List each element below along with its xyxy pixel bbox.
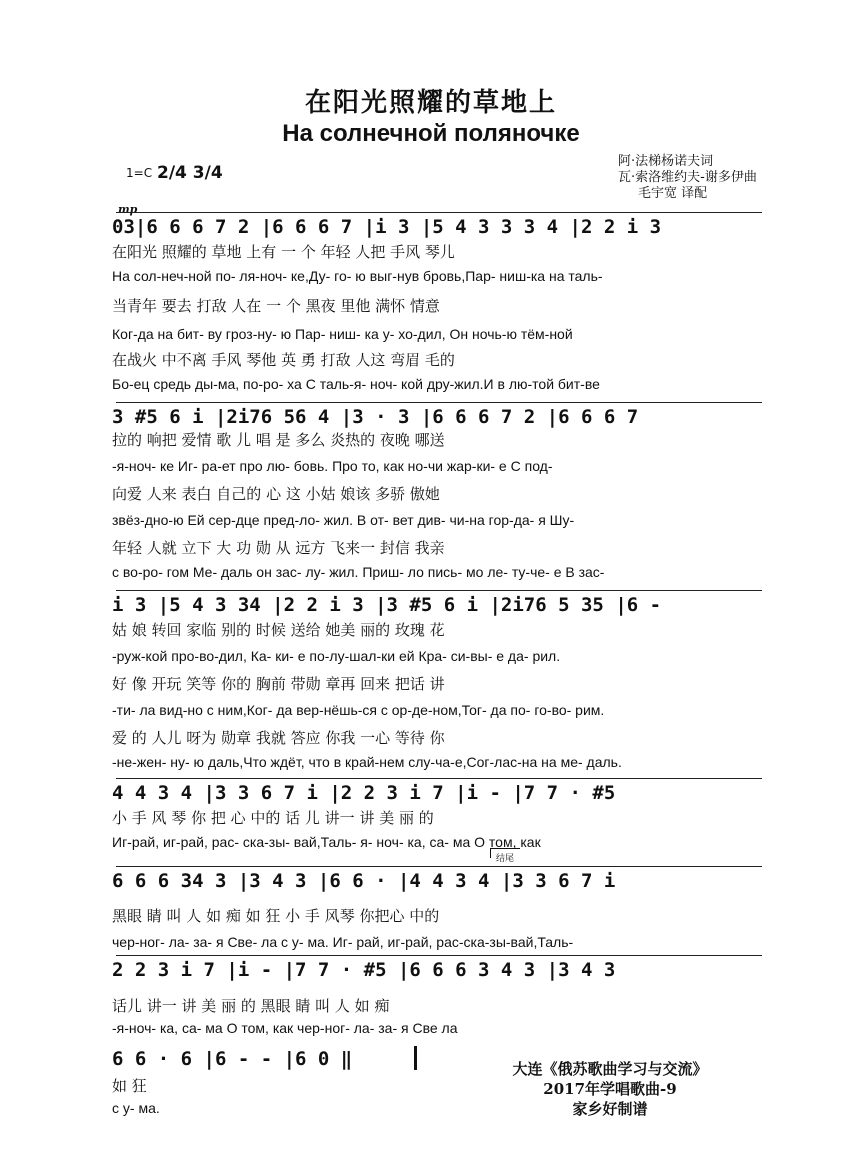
lyric-line: 黑眼 睛 叫 人 如 痴 如 狂 小 手 风琴 你把心 中的: [112, 907, 440, 925]
lyric-line: чер-ног- ла- за- я Све- ла с у- ма. Иг- рай, иг-рай, рас-ска-зы-вай,Таль-: [112, 934, 574, 950]
composer-credit: 瓦·索洛维约夫-谢多伊曲: [618, 170, 757, 185]
lyric-line: 如 狂: [112, 1077, 147, 1095]
notation-row-5: 6 6 6 34 3 |3 4 3 |6 6 · |4 4 3 4 |3 3 6 7 i: [112, 870, 616, 892]
lyric-line: 年轻 人就 立下 大 功 勋 从 远方 飞来一 封信 我亲: [112, 539, 445, 557]
footer-year: 2017年学唱歌曲-9: [543, 1080, 677, 1098]
lyric-line: с во-ро- гом Ме- даль он зас- лу- жил. Приш- ло пись- мо ле- ту-че- е В зас-: [112, 564, 605, 580]
lyric-line: 当青年 要去 打敌 人在 一 个 黑夜 里他 满怀 情意: [112, 297, 440, 315]
lyric-line: -ти- ла вид-но с ним,Ког- да вер-нёшь-ся с ор-де-ном,Тог- да по- го-во- рим.: [112, 702, 605, 718]
lyric-line: 拉的 响把 爱情 歌 儿 唱 是 多么 炎热的 夜晚 哪送: [112, 431, 445, 449]
notation-row-6: 2 2 3 i 7 |i - |7 7 · #5 |6 6 6 3 4 3 |3 4 3: [112, 959, 616, 981]
lyric-line: Ког-да на бит- ву гроз-ну- ю Пар- ниш- ка у- хо-дил, Он ночь-ю тём-ной: [112, 326, 573, 342]
footer-source: 大连《俄苏歌曲学习与交流》: [512, 1060, 708, 1078]
lyricist-credit: 阿·法梯杨诺夫词: [618, 154, 714, 169]
notation-row-7: 6 6 · 6 |6 - - |6 0 ‖: [112, 1048, 353, 1070]
key-signature: 1=C: [126, 166, 153, 180]
lyric-line: Бо-ец средь ды-ма, по-ро- ха С таль-я- ноч- кой дру-жил.И в лю-той бит-ве: [112, 376, 600, 392]
lyric-line: 好 像 开玩 笑等 你的 胸前 带勋 章再 回来 把话 讲: [112, 675, 445, 693]
song-title-russian: На солнечной поляночке: [282, 120, 580, 147]
final-barline: [414, 1046, 417, 1070]
translator-credit: 毛宇宽 译配: [638, 186, 708, 201]
footer-maker: 家乡好制谱: [572, 1100, 648, 1118]
lyric-line: 在战火 中不离 手风 琴他 英 勇 打敌 人这 弯眉 毛的: [112, 351, 455, 369]
ending-bracket-stem: [490, 848, 491, 858]
time-signature: 2/4 3/4: [157, 163, 223, 183]
notation-row-1: 03|6 6 6 7 2 |6 6 6 7 |i 3 |5 4 3 3 3 4 |2 2 i 3: [112, 216, 662, 238]
lyric-line: с у- ма.: [112, 1100, 160, 1116]
lyric-line: -я-ноч- ке Иг- ра-ет про лю- бовь. Про то, как но-чи жар-ки- е С под-: [112, 458, 553, 474]
notation-row-4: 4 4 3 4 |3 3 6 7 i |2 2 3 i 7 |i - |7 7 · #5: [112, 782, 616, 804]
lyric-line: -я-ноч- ка, са- ма О том, как чер-ног- ла- за- я Све ла: [112, 1020, 458, 1036]
lyric-line: 姑 娘 转回 家临 别的 时候 送给 她美 丽的 玫瑰 花: [112, 621, 445, 639]
lyric-line: -руж-кой про-во-дил, Ка- ки- е по-лу-шал-ки ей Кра- си-вы- е да- рил.: [112, 648, 561, 664]
lyric-line: 在阳光 照耀的 草地 上有 一 个 年轻 人把 手风 琴儿: [112, 243, 455, 261]
notation-row-2: 3 #5 6 i |2i76 56 4 |3 · 3 |6 6 6 7 2 |6 6 6 7: [112, 406, 639, 428]
lyric-line: На сол-неч-ной по- ля-ноч- ке,Ду- го- ю выг-нув бровь,Пар- ниш-ка на таль-: [112, 268, 603, 284]
dynamic-marking: mp: [118, 203, 138, 216]
ending-mark: 结尾: [496, 854, 515, 864]
notation-row-3: i 3 |5 4 3 34 |2 2 i 3 |3 #5 6 i |2i76 5 35 |6 -: [112, 594, 662, 616]
lyric-line: Иг-рай, иг-рай, рас- ска-зы- вай,Таль- я- ноч- ка, са- ма О том, как: [112, 834, 541, 850]
lyric-line: 话儿 讲一 讲 美 丽 的 黑眼 睛 叫 人 如 痴: [112, 997, 390, 1015]
lyric-line: звёз-дно-ю Ей сер-дце пред-ло- жил. В от- вет див- чи-на гор-да- я Шу-: [112, 512, 575, 528]
lyric-line: 向爱 人来 表白 自己的 心 这 小姑 娘该 多骄 傲她: [112, 485, 440, 503]
lyric-line: -не-жен- ну- ю даль,Что ждёт, что в край-нем слу-ча-е,Сог-лас-на на ме- даль.: [112, 754, 622, 770]
ending-bracket: [490, 848, 520, 849]
song-title-chinese: 在阳光照耀的草地上: [304, 88, 557, 118]
lyric-line: 小 手 风 琴 你 把 心 中的 话 儿 讲一 讲 美 丽 的: [112, 809, 434, 827]
lyric-line: 爱 的 人儿 呀为 勋章 我就 答应 你我 一心 等待 你: [112, 729, 445, 747]
